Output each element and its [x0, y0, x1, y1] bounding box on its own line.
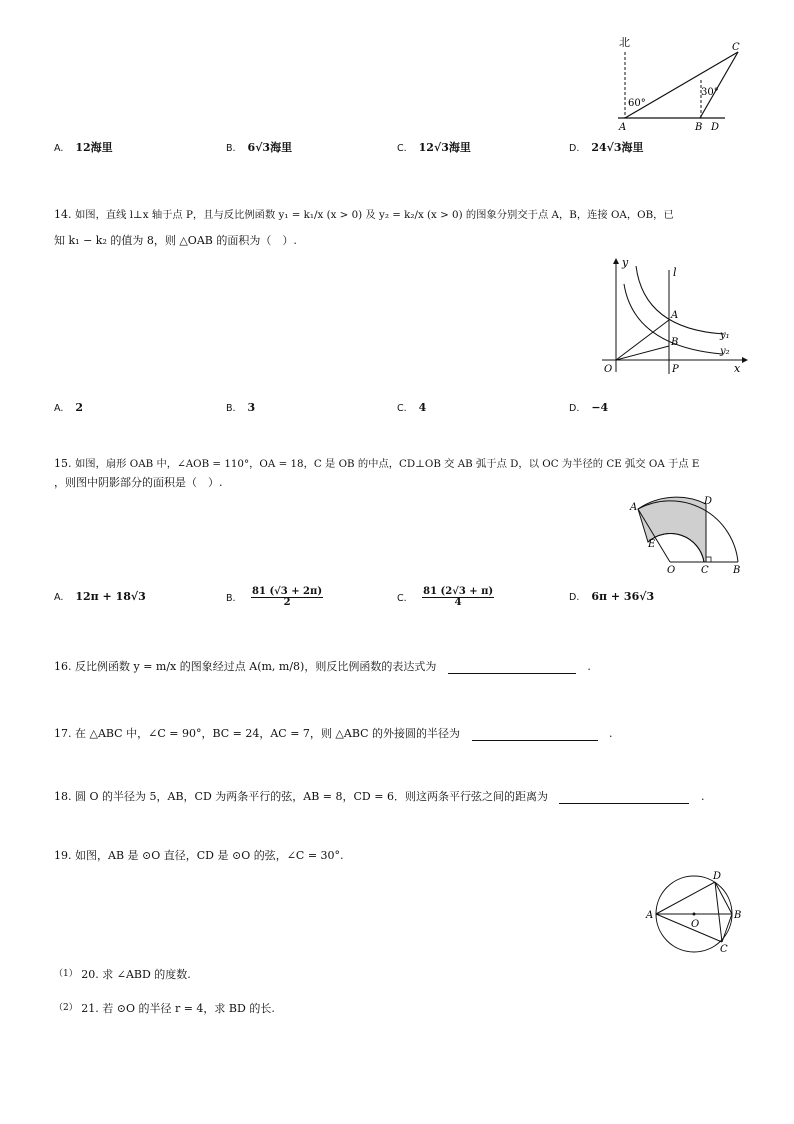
l-label: l: [673, 266, 677, 279]
point-b-label: B: [695, 122, 703, 133]
q15-text: [54, 456, 699, 472]
q14-option-b[interactable]: B. 3: [226, 401, 256, 414]
q15-figure: [626, 494, 756, 579]
point-a-label: A: [619, 122, 627, 133]
q13-option-d[interactable]: D. 24√3海里: [569, 141, 644, 154]
point-o-label: O: [691, 919, 700, 930]
q15-line1: 如图，扇形 OAB 中，∠AOB = 110°，OA = 18，C 是 OB 的中点，CD⊥OB 交 AB 弧于点 D，以 OC 为半径的 CE 弧交 OA 于点 E: [75, 458, 700, 470]
q15-option-d[interactable]: D. 6π + 36√3: [569, 590, 655, 603]
q19-part-1: $^{(1)}$ 20. 求 ∠ABD 的度数.: [54, 968, 191, 981]
point-a-label: A: [646, 910, 654, 921]
point-o-label: O: [667, 565, 676, 576]
q17-end: .: [609, 727, 613, 740]
q18-body: 圆 O 的半径为 5，AB，CD 为两条平行的弦，AB = 8，CD = 6．则这两条平行弦之间的距离为: [75, 790, 548, 803]
point-b-label: B: [671, 337, 679, 348]
q15-option-a[interactable]: A. 12π + 18√3: [54, 590, 146, 603]
q15-text-line2: ，则图中阴影部分的面积是（ ）.: [54, 476, 223, 489]
point-c-label: C: [732, 42, 740, 53]
q18-answer-blank[interactable]: [559, 791, 689, 804]
point-a-label: A: [671, 310, 679, 321]
q16-number: 16.: [54, 660, 72, 673]
angle-60-label: 60°: [628, 98, 646, 109]
q14-figure: [594, 254, 754, 384]
point-c-label: C: [701, 565, 709, 576]
point-b-label: B: [734, 910, 742, 921]
q13-option-b[interactable]: B. 6√3海里: [226, 141, 293, 154]
q15-option-b[interactable]: B. $\frac{81 (√3 + 2\pi)}{2}$: [226, 586, 323, 608]
q14-option-c[interactable]: C. 4: [397, 401, 427, 414]
point-e-label: E: [648, 539, 656, 550]
q16-text: [54, 659, 591, 674]
q16-body: 反比例函数 y = m/x 的图象经过点 A(m, m/8)，则反比例函数的表达式为: [75, 660, 437, 673]
q13-option-c[interactable]: C. 12√3海里: [397, 141, 471, 154]
y1-label: y₁: [720, 330, 730, 341]
q17-body: 在 △ABC 中，∠C = 90°，BC = 24，AC = 7，则 △ABC 的外接圆的半径为: [75, 727, 461, 740]
north-label: 北: [619, 36, 630, 49]
q17-text: [54, 726, 613, 741]
q19-part-2: $^{(2)}$ 21. 若 ⊙O 的半径 r = 4，求 BD 的长.: [54, 1002, 275, 1015]
q17-answer-blank[interactable]: [472, 728, 598, 741]
q14-option-a[interactable]: A. 2: [54, 401, 84, 414]
point-b-label: B: [733, 565, 741, 576]
q14-text: [54, 207, 674, 223]
q14-option-d[interactable]: D. −4: [569, 401, 609, 414]
q14-text-line2: 知 k₁ − k₂ 的值为 8，则 △OAB 的面积为（ ）.: [54, 234, 297, 247]
origin-label: O: [604, 364, 613, 375]
q14-number: 14.: [54, 208, 72, 221]
q17-number: 17.: [54, 727, 72, 740]
point-p-label: P: [672, 364, 679, 375]
y-axis-label: y: [622, 256, 629, 269]
q18-text: [54, 789, 704, 804]
q19-body: 如图，AB 是 ⊙O 直径，CD 是 ⊙O 的弦，∠C = 30°.: [75, 849, 344, 862]
q15-option-c-fraction: $\frac{81 (2√3 + \pi)}{4}$: [423, 586, 494, 608]
q19-number: 19.: [54, 849, 72, 862]
q16-answer-blank[interactable]: [448, 661, 576, 674]
q14-line1: 如图，直线 l⊥x 轴于点 P，且与反比例函数 y₁ = k₁/x (x > 0) 及 y₂ = k₂/x (x > 0) 的图象分别交于点 A，B，连接 OA，OB，已: [75, 209, 674, 221]
q16-end: .: [587, 660, 591, 673]
q13-option-a[interactable]: A. 12海里: [54, 141, 113, 154]
q18-end: .: [700, 790, 705, 803]
q15-option-b-fraction: $\frac{81 (√3 + 2\pi)}{2}$: [252, 586, 323, 608]
y2-label: y₂: [720, 346, 730, 357]
q13-figure: [600, 30, 760, 135]
point-c-label: C: [720, 944, 728, 955]
point-d-label: D: [713, 871, 722, 882]
x-axis-label: x: [734, 362, 741, 375]
point-d-label: D: [704, 496, 713, 507]
q19-text: [54, 848, 344, 863]
q19-figure: [640, 862, 750, 962]
q18-number: 18.: [54, 790, 72, 803]
angle-30-label: 30°: [701, 87, 719, 98]
point-a-label: A: [630, 502, 638, 513]
q15-option-c[interactable]: C. $\frac{81 (2√3 + \pi)}{4}$: [397, 586, 494, 608]
point-d-label: D: [711, 122, 720, 133]
q15-number: 15.: [54, 457, 72, 470]
